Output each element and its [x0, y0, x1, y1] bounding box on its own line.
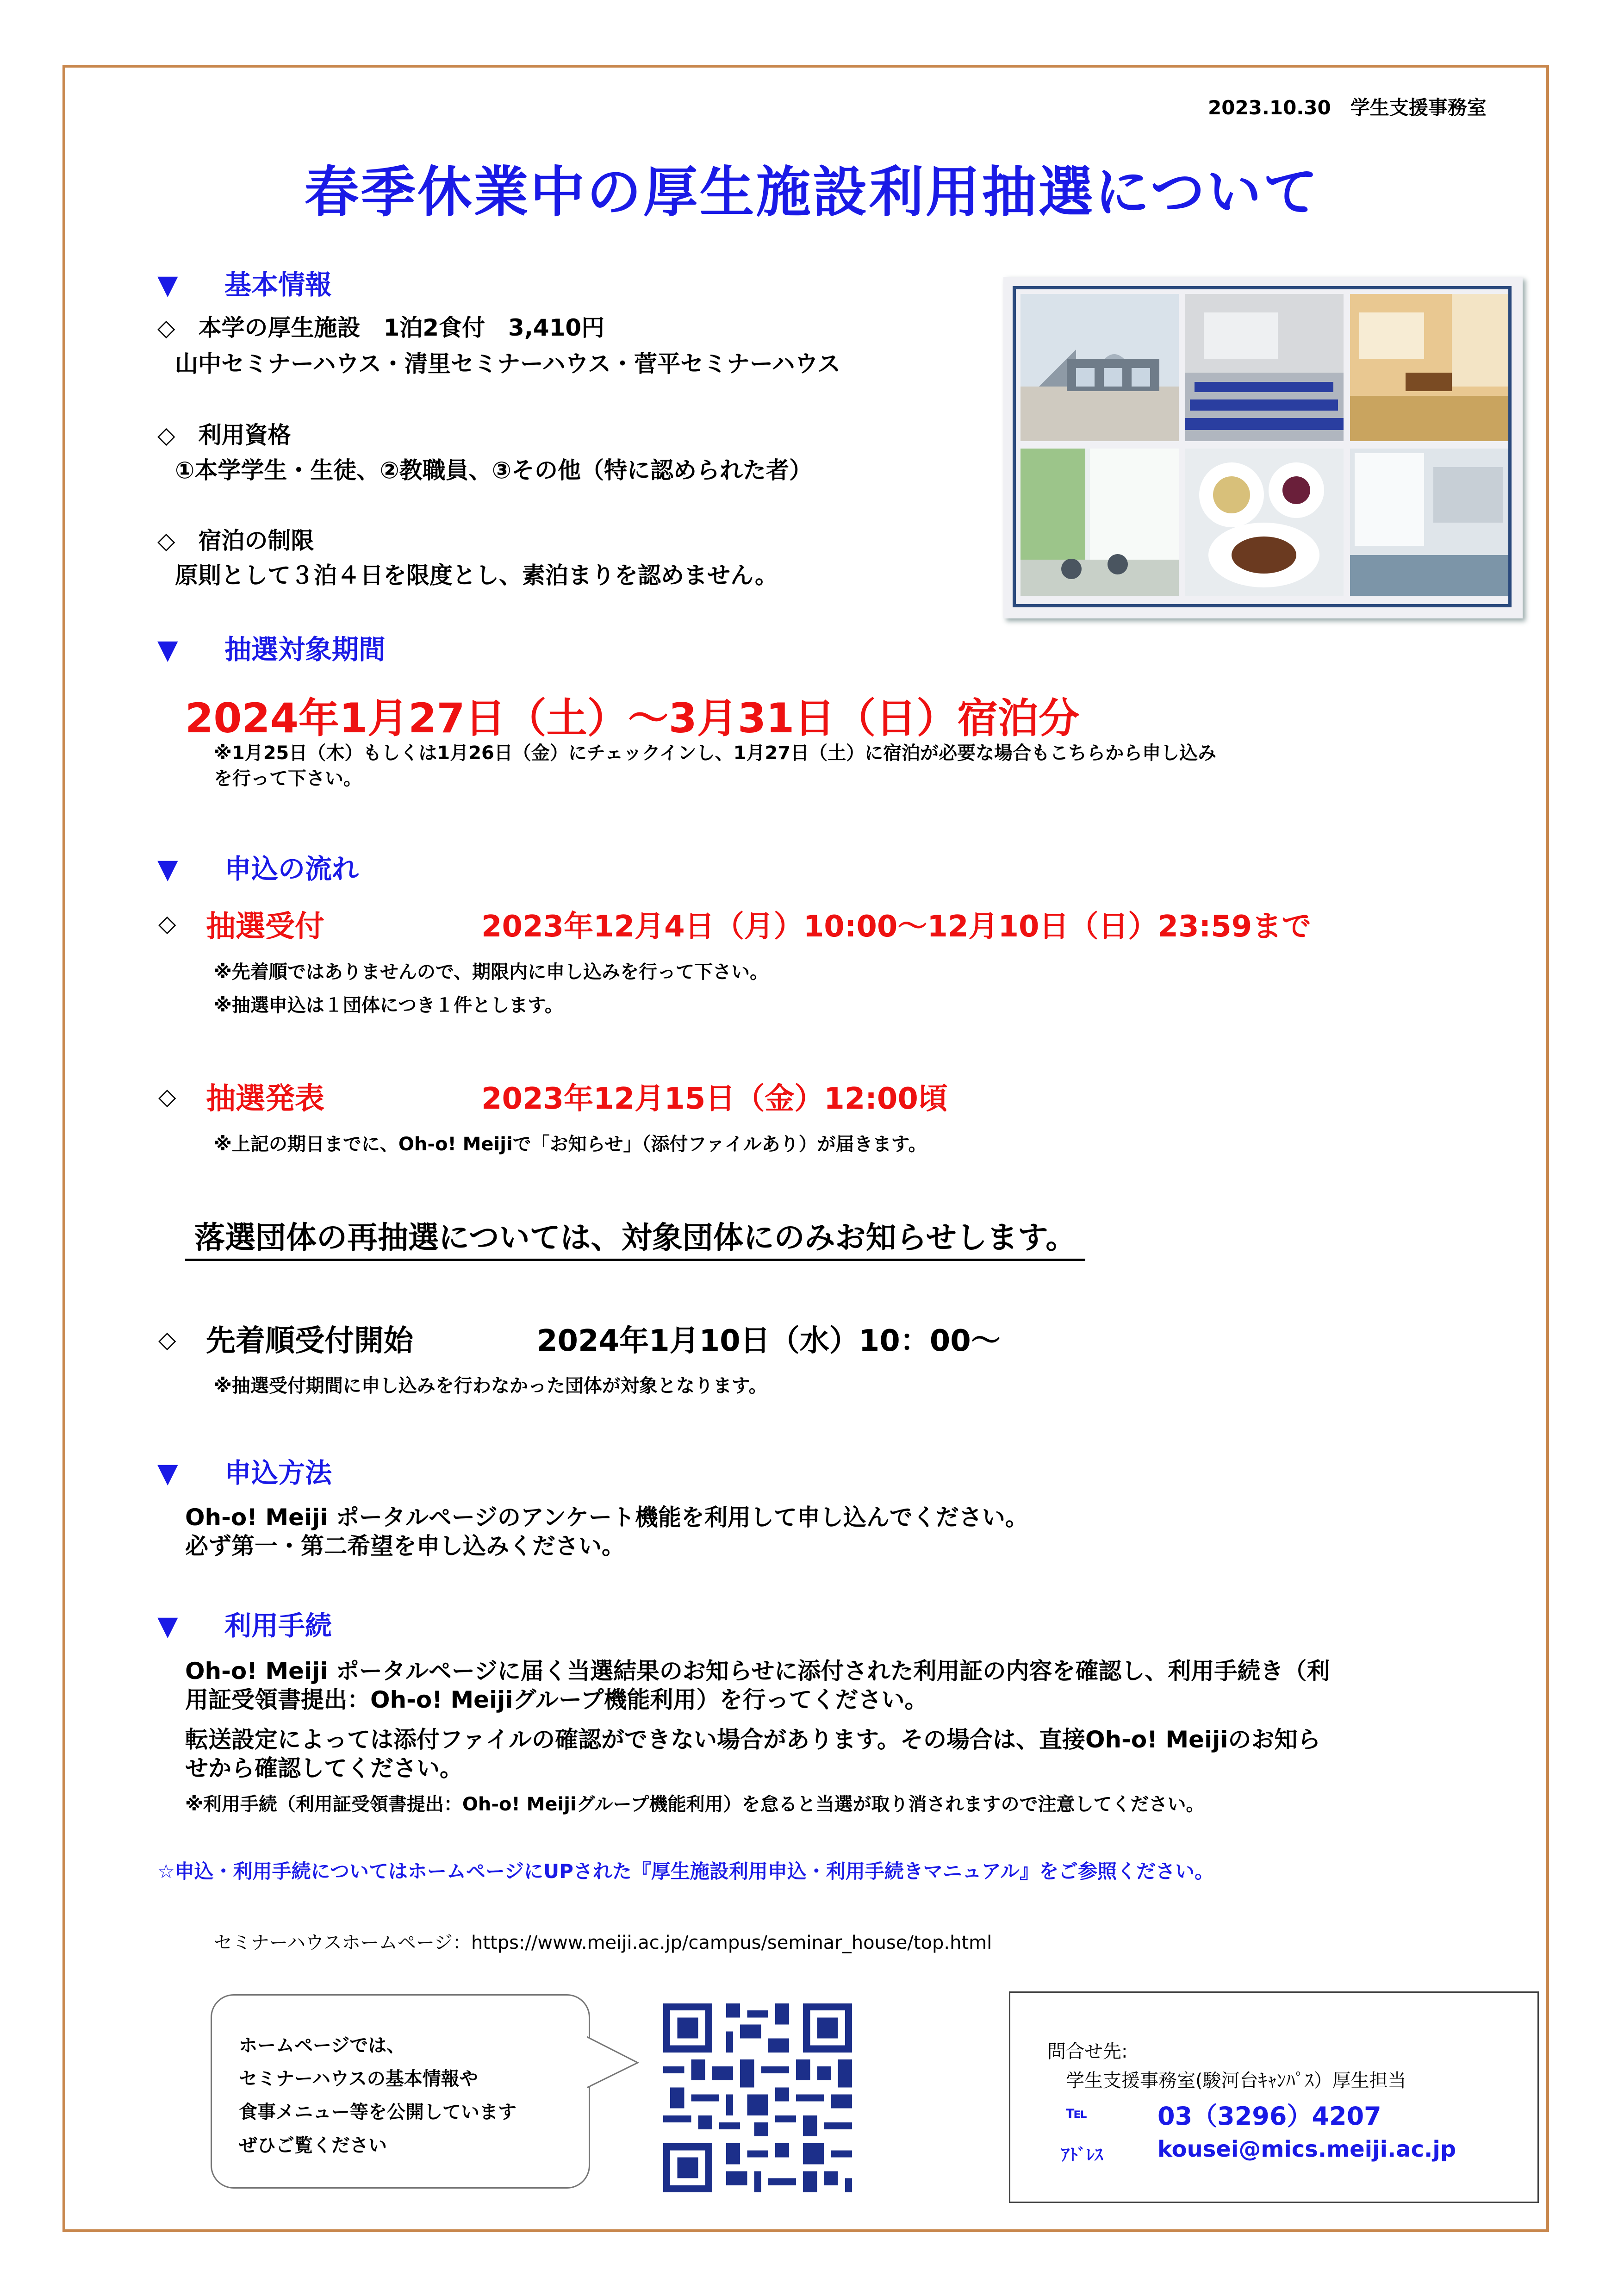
section-heading: 抽選対象期間 [224, 634, 386, 665]
section-period [157, 628, 386, 667]
section-heading: 申込方法 [224, 1457, 332, 1489]
section-flow [157, 847, 359, 886]
procedure-note: ※利用手続（利用証受領書提出：Oh-o! Meijiグループ機能利用）を怠ると当選が取り消されますので注意してください。 [185, 1794, 1205, 1815]
limit-label: ◇ 宿泊の制限 [157, 527, 314, 554]
triangle-icon: ▼ [157, 634, 178, 665]
photo-building-exterior [1020, 294, 1179, 441]
contact-email[interactable]: kousei@mics.meiji.ac.jp [1157, 2136, 1456, 2162]
period-note-2: を行って下さい。 [214, 768, 362, 789]
procedure-p1-line-2: 用証受領書提出：Oh-o! Meijiグループ機能利用）を行ってください。 [185, 1686, 928, 1713]
announce-date: 2023年12月15日（金）12:00頃 [481, 1082, 948, 1116]
homepage-url[interactable]: セミナーハウスホームページ：https://www.meiji.ac.jp/campus/seminar_house/top.html [214, 1932, 992, 1953]
first-come-note: ※抽選受付期間に申し込みを行わなかった団体が対象となります。 [214, 1375, 767, 1397]
relottery-notice: 落選団体の再抽選については、対象団体にのみお知らせします。 [185, 1213, 1085, 1261]
contact-label: 問合せ先: [1047, 2041, 1128, 2062]
triangle-icon: ▼ [157, 1457, 178, 1489]
callout-line-2: セミナーハウスの基本情報や [239, 2068, 478, 2090]
method-line-1: Oh-o! Meiji ポータルページのアンケート機能を利用して申し込んでください。 [185, 1504, 1028, 1531]
period-dates: 2024年1月27日（土）～3月31日（日）宿泊分 [185, 694, 1080, 742]
callout-line-4: ぜひご覧ください [239, 2135, 387, 2156]
announce-label: 抽選発表 [206, 1082, 324, 1116]
method-line-2: 必ず第一・第二希望を申し込みください。 [185, 1533, 625, 1560]
date-office: 2023.10.30 学生支援事務室 [1208, 96, 1487, 119]
photo-meal [1185, 449, 1344, 596]
photo-lobby [1020, 449, 1179, 596]
speech-bubble-tail [587, 2032, 642, 2097]
section-basic-info [157, 263, 332, 302]
contact-tel[interactable]: 03（3296）4207 [1157, 2102, 1381, 2131]
diamond-icon: ◇ [158, 1326, 176, 1353]
page-title: 春季休業中の厚生施設利用抽選について [304, 160, 1320, 224]
tel-label: ℡ [1066, 2103, 1088, 2122]
procedure-p1-line-1: Oh-o! Meiji ポータルページに届く当選結果のお知らせに添付された利用証の内容を確認し、利用手続き（利 [185, 1658, 1330, 1685]
section-procedure [157, 1604, 332, 1643]
callout-line-1: ホームページでは、 [239, 2035, 405, 2056]
first-come-label: 先着順受付開始 [206, 1324, 413, 1358]
facility-names: 山中セミナーハウス・清里セミナーハウス・菅平セミナーハウス [175, 350, 840, 377]
limit-text: 原則として３泊４日を限度とし、素泊まりを認めません。 [175, 562, 778, 589]
lottery-note-1: ※先着順ではありませんので、期限内に申し込みを行って下さい。 [214, 961, 769, 983]
facility-photos [1003, 277, 1523, 618]
address-label: ｱﾄﾞﾚｽ [1061, 2146, 1103, 2165]
photo-lecture-room [1185, 294, 1344, 441]
section-method [157, 1451, 332, 1490]
photo-tatami-room [1350, 294, 1508, 441]
lottery-label: 抽選受付 [206, 910, 324, 944]
procedure-p2-line-2: せから確認してください。 [185, 1755, 463, 1782]
eligibility-label: ◇ 利用資格 [157, 422, 291, 449]
facility-line: ◇ 本学の厚生施設 1泊2食付 3,410円 [157, 314, 605, 341]
qr-code-icon[interactable] [656, 1997, 859, 2199]
section-heading: 基本情報 [224, 269, 332, 300]
lottery-note-2: ※抽選申込は１団体につき１件とします。 [214, 995, 563, 1016]
first-come-date: 2024年1月10日（水）10：00～ [537, 1324, 1001, 1358]
triangle-icon: ▼ [157, 269, 178, 300]
triangle-icon: ▼ [157, 1610, 178, 1641]
eligibility-text: ①本学学生・生徒、②教職員、③その他（特に認められた者） [175, 457, 813, 484]
callout-line-3: 食事メニュー等を公開しています [239, 2102, 516, 2123]
announce-note: ※上記の期日までに、Oh-o! Meijiで「お知らせ」（添付ファイルあり）が届きます。 [214, 1134, 927, 1155]
triangle-icon: ▼ [157, 853, 178, 885]
lottery-dates: 2023年12月4日（月）10:00～12月10日（日）23:59まで [481, 910, 1312, 944]
diamond-icon: ◇ [158, 910, 176, 937]
period-note-1: ※1月25日（木）もしくは1月26日（金）にチェックインし、1月27日（土）に宿泊が必要な場合もこちらから申し込み [214, 742, 1217, 764]
contact-box [1009, 1991, 1539, 2203]
speech-bubble [211, 1994, 590, 2189]
diamond-icon: ◇ [158, 1083, 176, 1110]
procedure-p2-line-1: 転送設定によっては添付ファイルの確認ができない場合があります。その場合は、直接Oh-o! Meijiのお知ら [185, 1726, 1321, 1753]
section-heading: 申込の流れ [224, 853, 359, 885]
photo-bath [1350, 449, 1508, 596]
contact-office: 学生支援事務室(駿河台ｷｬﾝﾊﾟｽ）厚生担当 [1066, 2070, 1406, 2091]
manual-note: ☆申込・利用手続についてはホームページにUPされた『厚生施設利用申込・利用手続きマニュアル』をご参照ください。 [157, 1860, 1214, 1883]
section-heading: 利用手続 [224, 1610, 332, 1641]
